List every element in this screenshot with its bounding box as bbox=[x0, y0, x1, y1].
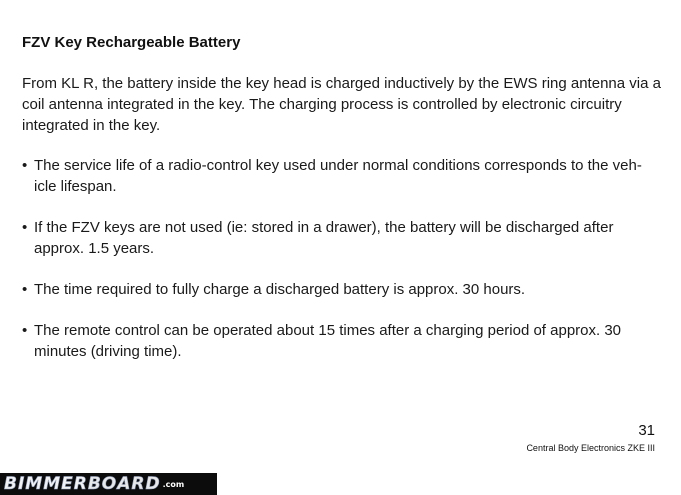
bullet-symbol: • bbox=[22, 322, 28, 339]
section-heading: FZV Key Rechargeable Battery bbox=[22, 34, 241, 51]
bullet-text: The service life of a radio-control key used under normal conditions corresponds to the veh-icle lifespan. bbox=[34, 157, 642, 195]
bullet-item bbox=[22, 155, 662, 197]
logo-domain: .com bbox=[162, 479, 185, 489]
bullet-text: The remote control can be operated about 15 times after a charging period of approx. 30 minutes (driving time). bbox=[34, 322, 622, 360]
watermark-logo bbox=[0, 473, 217, 495]
bullet-item bbox=[22, 217, 662, 259]
bullet-symbol: • bbox=[22, 157, 28, 174]
bullet-symbol: • bbox=[22, 281, 28, 298]
logo-word-1: BIMMER bbox=[4, 474, 88, 494]
page-number: 31 bbox=[638, 422, 655, 439]
footer-title: Central Body Electronics ZKE III bbox=[526, 443, 655, 453]
intro-paragraph: From KL R, the battery inside the key head is charged inductively by the EWS ring antenna via a coil antenna integrated in the key. The charging process is controlled by electronic circuitry integrated in the key. bbox=[22, 75, 661, 134]
bullet-text: If the FZV keys are not used (ie: stored in a drawer), the battery will be discharged after approx. 1.5 years. bbox=[34, 219, 614, 257]
logo-word-2: BOARD bbox=[87, 474, 161, 494]
bullet-text: The time required to fully charge a discharged battery is approx. 30 hours. bbox=[34, 281, 526, 298]
bullet-symbol: • bbox=[22, 219, 28, 236]
bullet-item bbox=[22, 279, 662, 300]
bullet-item bbox=[22, 320, 662, 362]
